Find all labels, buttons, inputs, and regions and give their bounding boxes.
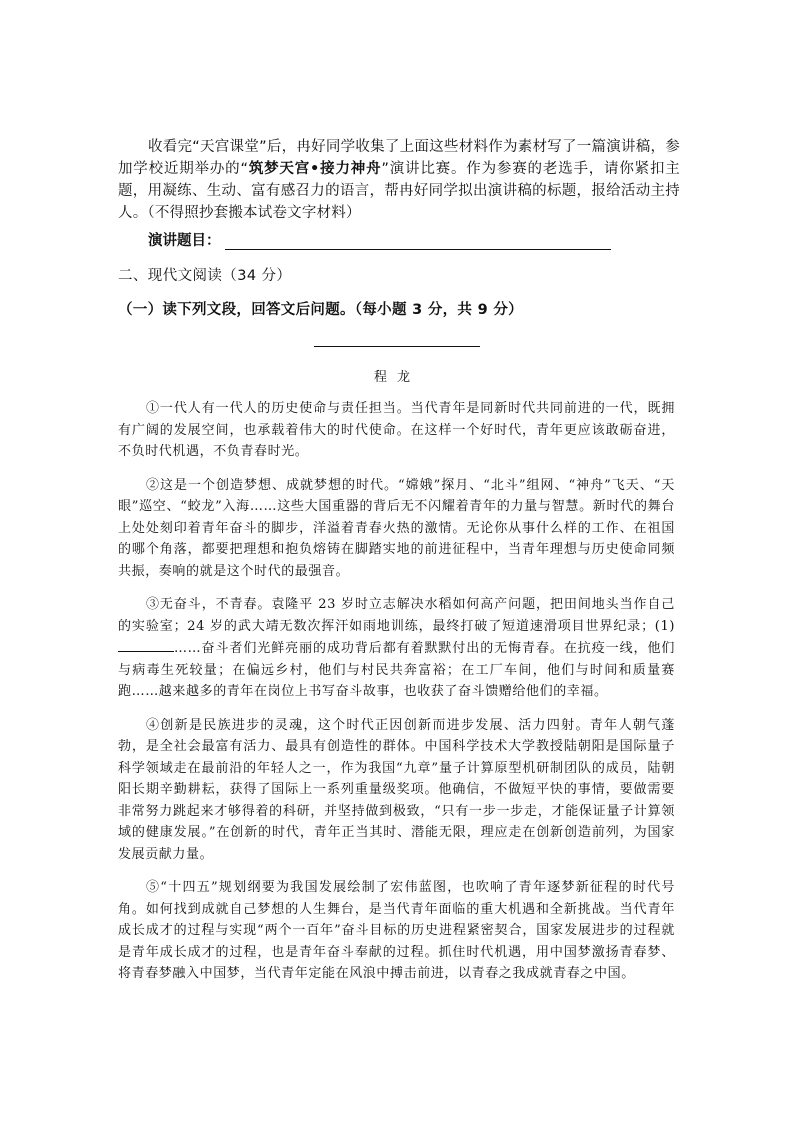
paragraph-3-part-a: ③无奋斗，不青春。袁隆平 23 岁时立志解决水稻如何高产问题，把田间地头当作自己的实验室；24 岁的武大靖无数次挥汗如雨地训练，最终打破了短道速滑项目世界纪录；(1) bbox=[118, 597, 675, 634]
intro-text-part1: 收看完“天宫课堂”后，冉好同学收集了上面这些材料作为素材写了一篇演讲稿，参加学校近期举办的“ bbox=[118, 139, 680, 177]
fill-blank-1[interactable] bbox=[118, 637, 174, 652]
paragraph-1: ①一代人有一代人的历史使命与责任担当。当代青年是同新时代共同前进的一代，既拥有广阔的发展空间，也承载着伟大的时代使命。在这样一个好时代，青年更应该敢砺奋进，不负时代机遇，不负青春时光。 bbox=[118, 401, 675, 459]
intro-theme-bold: 筑梦天宫•接力神舟 bbox=[248, 161, 382, 177]
paragraph-4: ④创新是民族进步的灵魂，这个时代正因创新而进步发展、活力四射。青年人朝气蓬勃，是全社会最富有活力、最具有创造性的群体。中国科学技术大学教授陆朝阳是国际量子科学领域走在最前沿的年轻人之一，作为我国“九章”量子计算原型机研制团队的成员，陆朝阳长期辛勤耕耘，获得了国际上一系列重量级奖项。他确信，不做短平快的事情，要做需要非常努力跳起来才够得着的科研，并坚持做到极致，“只有一步一步走，才能保证量子计算领域的健康发展。”在创新的时代，青年正当其时、潜能无限，理应走在创新创造前列，为国家发展贡献力量。 bbox=[118, 717, 675, 862]
section-heading: 二、现代文阅读（34 分） bbox=[118, 268, 292, 284]
intro-paragraph bbox=[118, 136, 680, 224]
paragraph-2: ②这是一个创造梦想、成就梦想的时代。“嫦娥”探月、“北斗”组网、“神舟”飞天、“天眼”巡空、“蛟龙”入海……这些大国重器的背后无不闪耀着青年的力量与智慧。新时代的舞台上处处刻印着青年奋斗的脚步，洋溢着青春火热的激情。无论你从事什么样的工作、在祖国的哪个角落，都要把理想和抱负熔铸在脚踏实地的前进征程中，当青年理想与历史使命同频共振，奏响的就是这个时代的最强音。 bbox=[118, 477, 675, 579]
author-name: 程龙 bbox=[373, 370, 420, 385]
paragraph-5: ⑤“十四五”规划纲要为我国发展绘制了宏伟蓝图，也吹响了青年逐梦新征程的时代号角。如何找到成就自己梦想的人生舞台，是当代青年面临的重大机遇和全新挑战。当代青年成长成才的过程与实现“两个一百年”奋斗目标的历史进程紧密契合，国家发展进步的过程就是青年成长成才的过程，也是青年奋斗奉献的过程。抓住时代机遇，用中国梦激扬青春梦、将青春梦融入中国梦，当代青年定能在风浪中搏击前进，以青春之我成就青春之中国。 bbox=[118, 880, 675, 981]
intro-text-part2: ”演讲比赛。作为参赛的老选手，请你紧扣主题，用凝练、生动、富有感召力的语言，帮冉好同学拟出演讲稿的标题，报给活动主持人。（不得照抄套搬本试卷文字材料） bbox=[118, 161, 681, 221]
title-blank-line bbox=[314, 346, 480, 347]
paragraph-3 bbox=[118, 594, 675, 703]
paragraph-3-part-b: ……奋斗者们光鲜亮丽的成功背后都有着默默付出的无悔青春。在抗疫一线，他们与病毒生死较量；在偏远乡村，他们与村民共奔富裕；在工厂车间，他们与时间和质量赛跑……越来越多的青年在岗位上书写奋斗故事，也收获了奋斗馈赠给他们的幸福。 bbox=[118, 641, 675, 699]
sub-heading: （一）读下列文段，回答文后问题。（每小题 3 分，共 9 分） bbox=[118, 302, 523, 318]
article-body bbox=[118, 398, 675, 997]
speech-title-row bbox=[148, 229, 611, 250]
speech-title-label: 演讲题目： bbox=[148, 233, 221, 249]
speech-title-blank[interactable] bbox=[225, 231, 611, 250]
